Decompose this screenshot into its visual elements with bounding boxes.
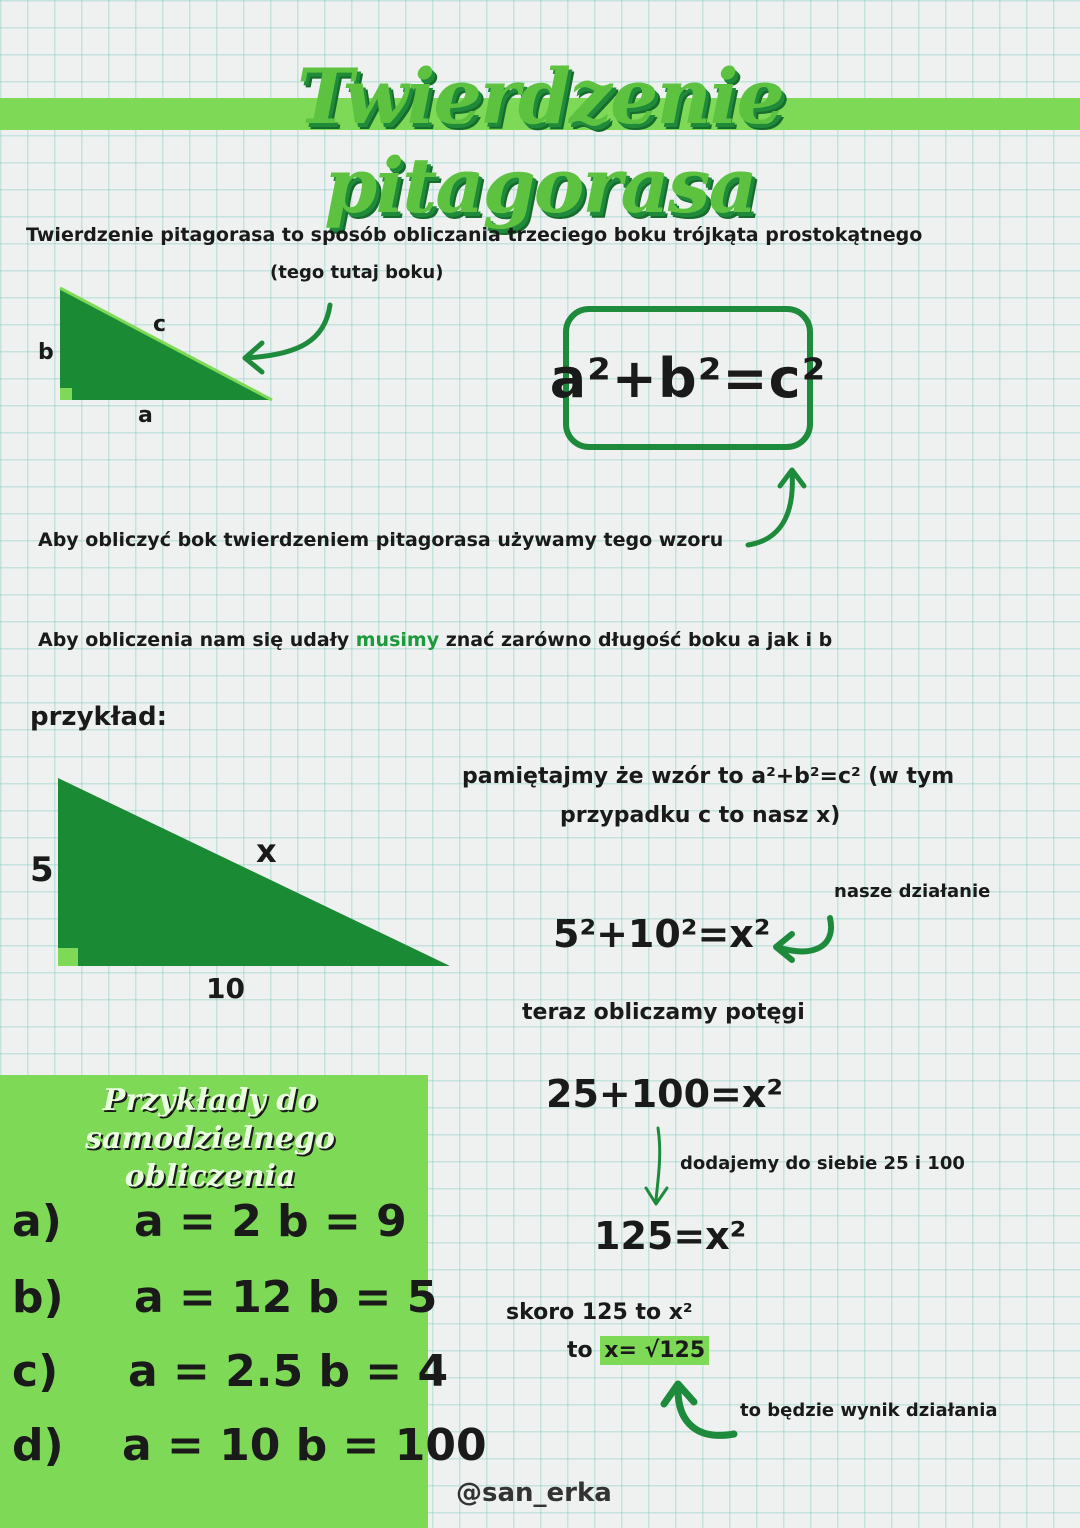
page-title: Twierdzenie pitagorasa <box>296 52 784 230</box>
right-angle-marker-1 <box>60 388 72 400</box>
author-handle: @san_erka <box>456 1478 612 1508</box>
powers-text: teraz obliczamy potęgi <box>522 1000 805 1025</box>
arrow-down-icon <box>640 1124 680 1210</box>
equation-step-1: 5²+10²=x² <box>553 912 771 956</box>
practice-expr: a = 2.5 b = 4 <box>128 1346 449 1397</box>
practice-item: b) <box>12 1272 64 1323</box>
since-text: skoro 125 to x² <box>506 1300 693 1325</box>
equation-step-2: 25+100=x² <box>546 1072 784 1116</box>
label-side-5: 5 <box>30 850 54 890</box>
practice-item: a) <box>12 1196 62 1247</box>
practice-title: Przykłady do samodzielnego obliczenia <box>85 1083 335 1194</box>
reminder-line-1: pamiętajmy że wzór to a²+b²=c² (w tym <box>462 764 955 789</box>
curved-arrow-left-icon <box>766 910 846 970</box>
result-note: to będzie wynik działania <box>740 1400 998 1421</box>
arrow-up-to-formula-icon <box>740 460 810 560</box>
label-c: c <box>153 312 167 337</box>
label-base-10: 10 <box>206 972 245 1005</box>
formula-box: a²+b²=c² <box>563 306 813 450</box>
practice-expr: a = 12 b = 5 <box>134 1272 438 1323</box>
add-note: dodajemy do siebie 25 i 100 <box>680 1153 965 1174</box>
label-b: b <box>38 340 54 365</box>
example-heading: przykład: <box>30 702 168 732</box>
equation-step-3: 125=x² <box>594 1214 747 1258</box>
arrow-to-result-icon <box>656 1376 746 1446</box>
our-operation-note: nasze działanie <box>834 881 991 902</box>
practice-expr: a = 2 b = 9 <box>134 1196 407 1247</box>
practice-expr: a = 10 b = 100 <box>122 1420 487 1471</box>
emphasis-word: musimy <box>355 629 440 651</box>
practice-item: c) <box>12 1346 59 1397</box>
formula-usage-text: Aby obliczyć bok twierdzeniem pitagorasa używamy tego wzoru <box>38 529 724 551</box>
right-angle-marker-2 <box>58 948 78 966</box>
intro-text: Twierdzenie pitagorasa to sposób obliczania trzeciego boku trójkąta prostokątnego <box>26 224 923 246</box>
requirement-text: Aby obliczenia nam się udały musimy znać zarówno długość boku a jak i b <box>38 629 833 651</box>
right-triangle-2 <box>58 778 450 966</box>
intro-note: (tego tutaj boku) <box>270 262 444 283</box>
result-highlight: x= √125 <box>600 1336 709 1365</box>
label-hypotenuse-x: x <box>256 832 277 870</box>
triangle-diagram-2 <box>0 770 460 980</box>
practice-item: d) <box>12 1420 64 1471</box>
reminder-line-2: przypadku c to nasz x) <box>560 803 841 828</box>
label-a: a <box>138 403 153 428</box>
result-line: to x= √125 <box>567 1338 709 1363</box>
